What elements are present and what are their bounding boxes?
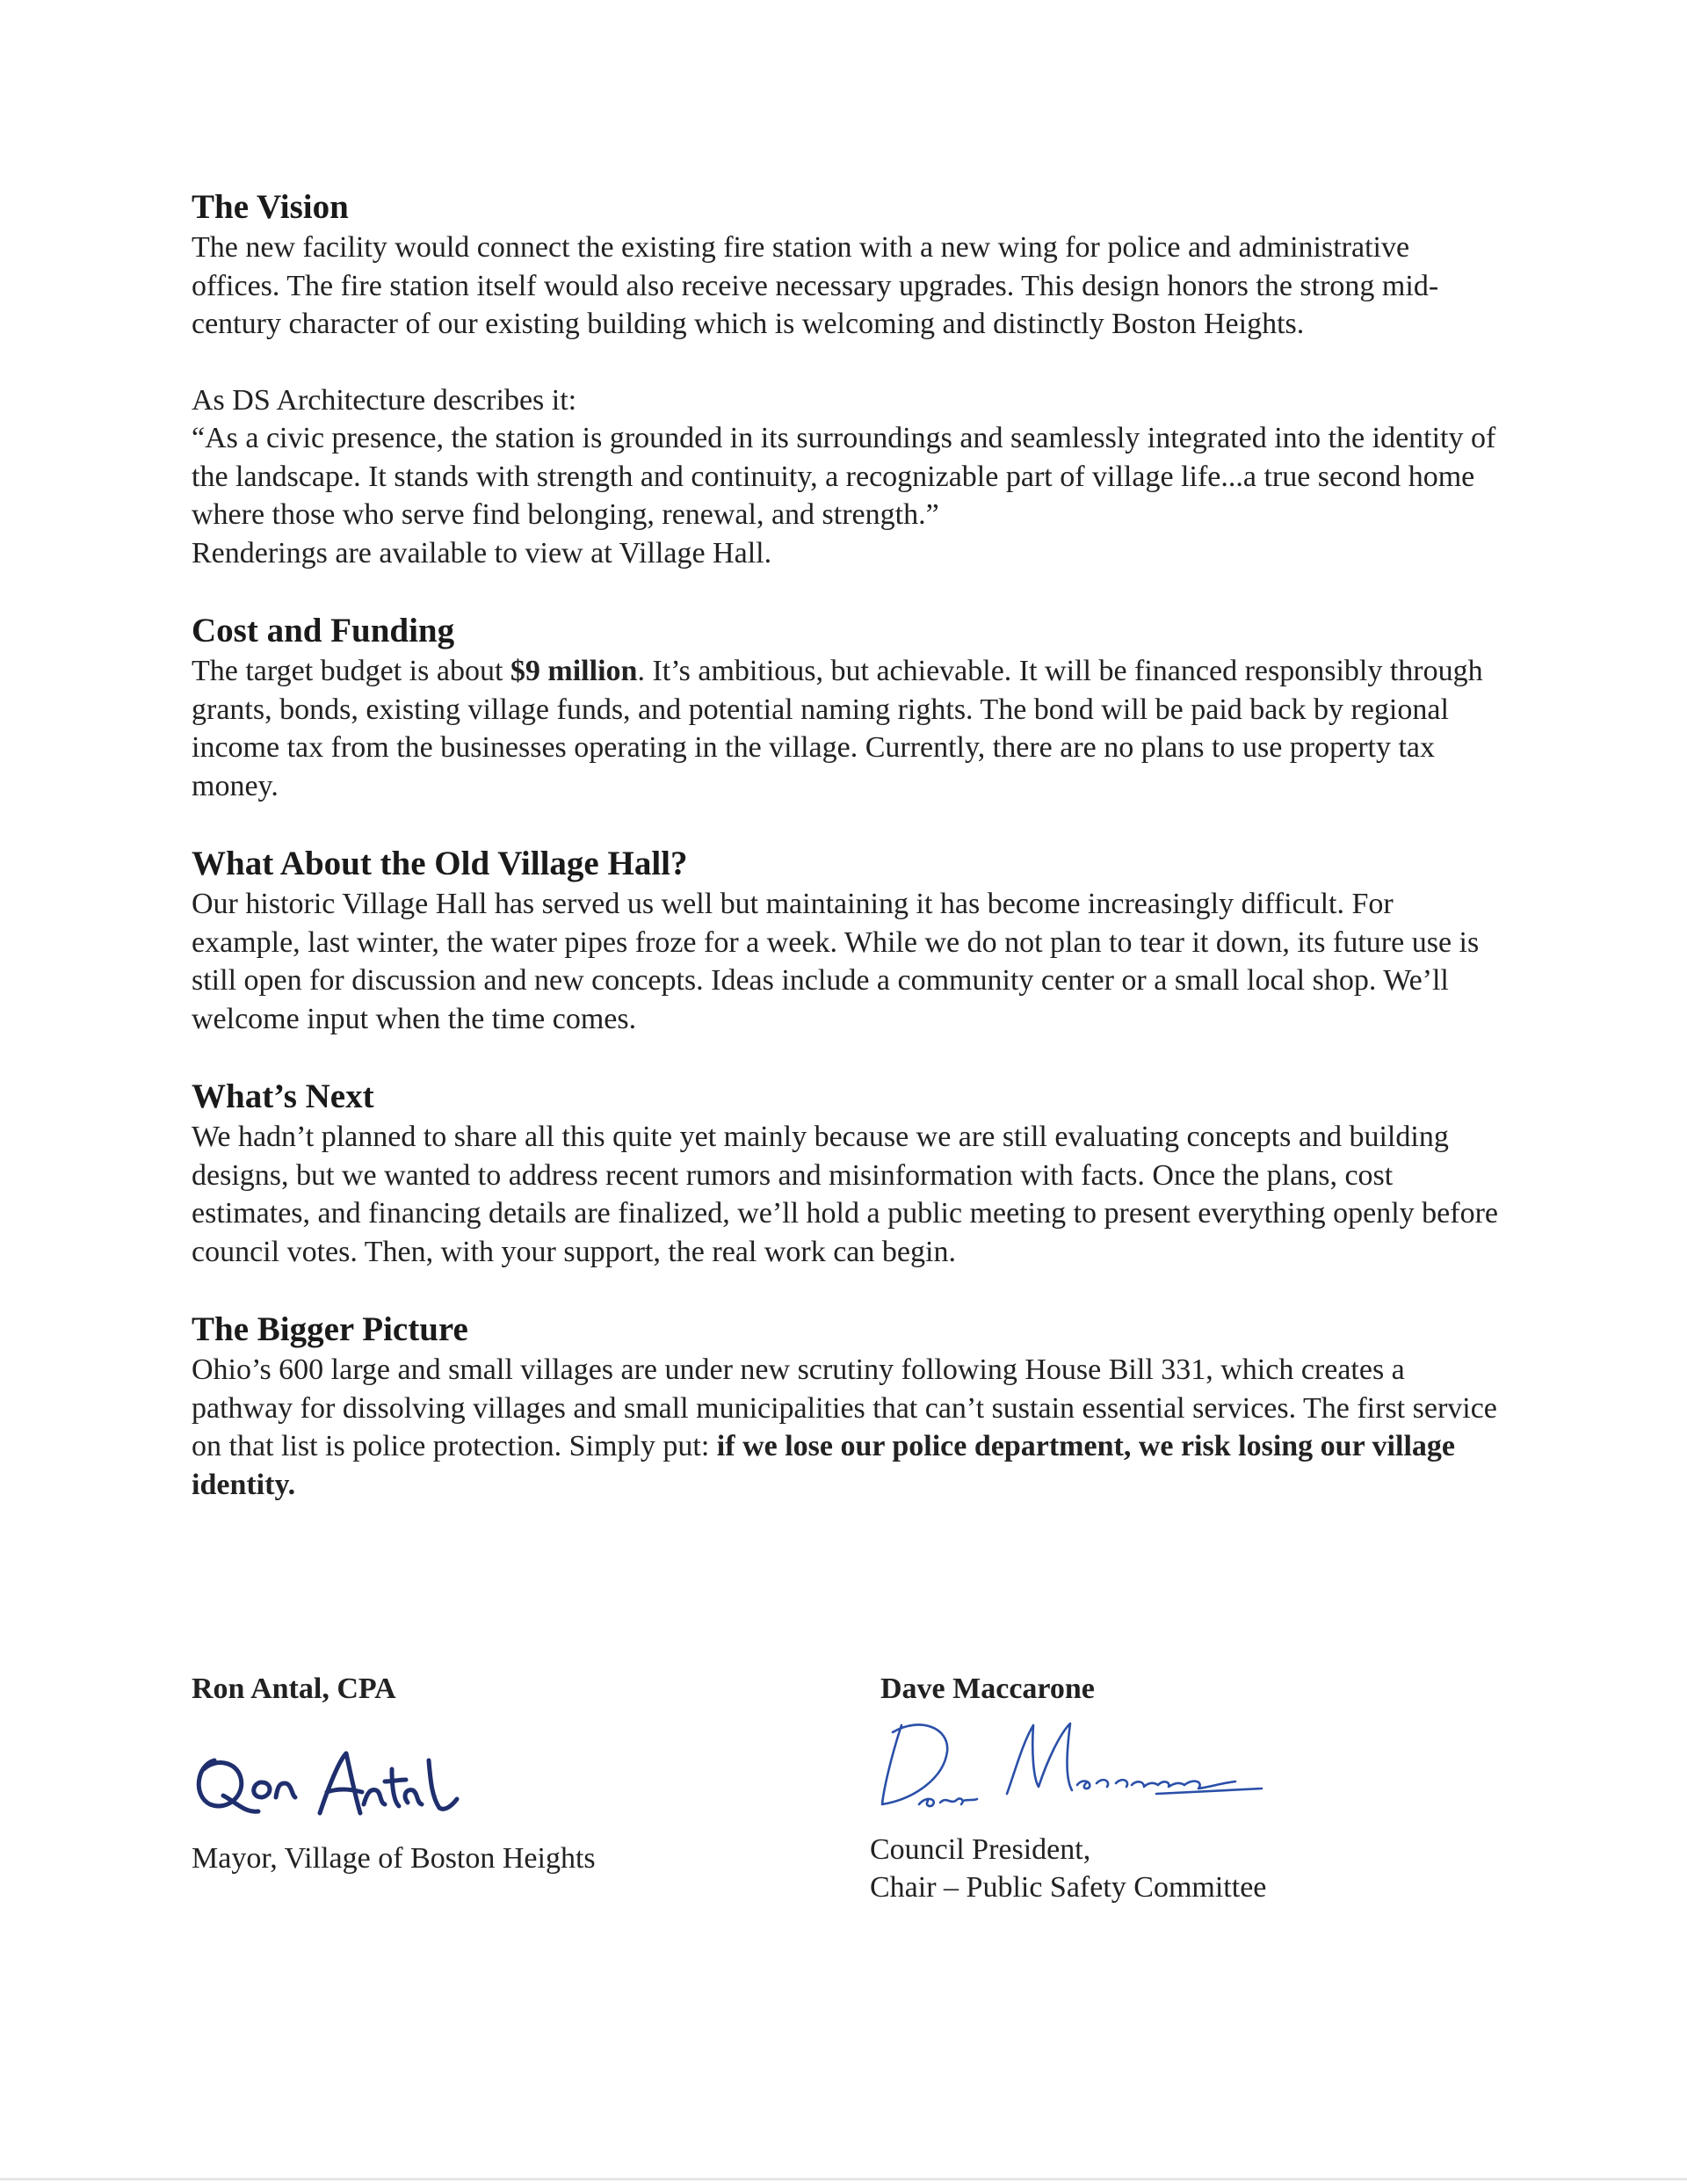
section-old-village-hall — [192, 843, 1501, 1038]
section-cost-and-funding — [192, 610, 1501, 805]
signatory-title: Mayor, Village of Boston Heights — [192, 1842, 596, 1875]
signatory-mayor — [192, 1670, 807, 1877]
paragraph-text: . It’s ambitious, but achievable. It will be financed responsibly through grants, bonds, existing village funds, and potential naming rights. The bond will be paid back by regional income tax from the businesses operating in the village. Currently, there are no plans to use property tax money. — [192, 655, 1483, 802]
architect-quote: “As a civic presence, the station is grounded in its surroundings and seamlessly integrated into the identity of the landscape. It stands with strength and continuity, a recognizable part of village life...a true second home where those who serve find belonging, renewal, and strength.” — [192, 422, 1496, 531]
section-heading: Cost and Funding — [192, 612, 455, 649]
paragraph-text: Ohio’s 600 large and small villages are under new scrutiny following House Bill 331, which creates a pathway for dissolving villages and small municipalities that can’t sustain essential services. The first service on that list is police protection. Simply put: — [192, 1353, 1497, 1462]
signatory-title: Council President, — [870, 1833, 1091, 1866]
signature-ron-antal — [188, 1734, 504, 1831]
section-the-vision — [192, 186, 1501, 572]
emphasis-text: if we lose our police department, we risk losing our village identity. — [192, 1430, 1455, 1501]
section-whats-next — [192, 1076, 1501, 1271]
paragraph: The new facility would connect the existing fire station with a new wing for police and administrative offices. The fire station itself would also receive necessary upgrades. This design honors the strong mid-century character of our existing building which is welcoming and distinctly Boston Heights. — [192, 231, 1439, 340]
paragraph: Our historic Village Hall has served us well but maintaining it has become increasingly difficult. For example, last winter, the water pipes froze for a week. While we do not plan to tear it down, its future use is still open for discussion and new concepts. Ideas include a community center or a small local shop. We’ll welcome input when the time comes. — [192, 888, 1480, 1035]
paragraph: As DS Architecture describes it: — [192, 383, 577, 417]
signatory-name: Ron Antal, CPA — [192, 1672, 396, 1705]
signatory-title: Chair – Public Safety Committee — [870, 1871, 1267, 1904]
letter-body — [192, 186, 1501, 1504]
section-heading: What About the Old Village Hall? — [192, 845, 688, 882]
signatory-council-president — [870, 1670, 1485, 1906]
paragraph-text: The target budget is about — [192, 655, 510, 687]
signature-dave-maccarone — [866, 1708, 1271, 1822]
paragraph: Renderings are available to view at Village Hall. — [192, 536, 772, 570]
section-heading: The Bigger Picture — [192, 1310, 468, 1348]
paragraph — [192, 1351, 1501, 1504]
section-heading: The Vision — [192, 188, 349, 226]
paragraph — [192, 652, 1501, 805]
section-bigger-picture — [192, 1309, 1501, 1504]
scan-edge — [0, 2178, 1687, 2180]
budget-amount: $9 million — [510, 655, 638, 687]
paragraph: We hadn’t planned to share all this quite yet mainly because we are still evaluating concepts and building designs, but we wanted to address recent rumors and misinformation with facts. Once the plans, cost estimates, and financing details are finalized, we’ll hold a public meeting to present everything openly before council votes. Then, with your support, the real work can begin. — [192, 1121, 1498, 1268]
section-heading: What’s Next — [192, 1077, 374, 1115]
signatory-name: Dave Maccarone — [880, 1672, 1095, 1705]
